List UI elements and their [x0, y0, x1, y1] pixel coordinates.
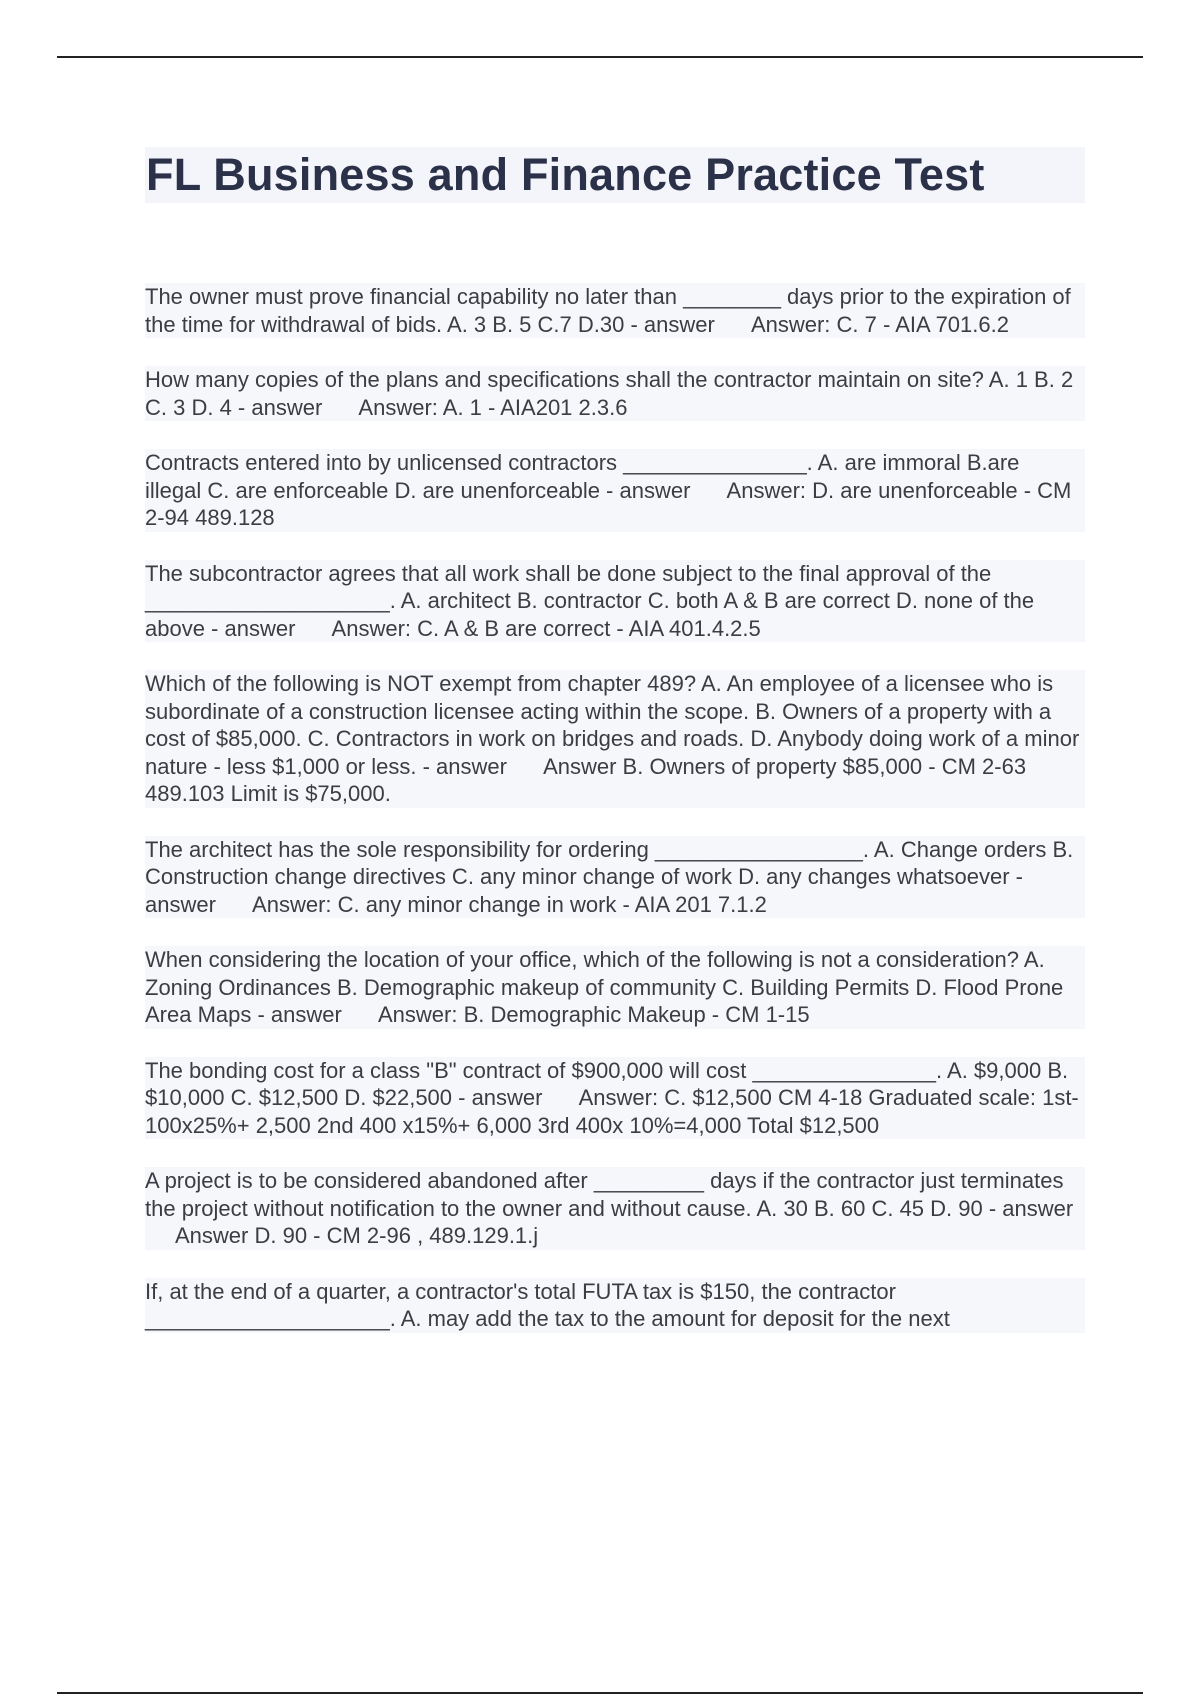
question-item — [145, 1167, 1085, 1250]
document-body — [145, 147, 1085, 1333]
question-item — [145, 1057, 1085, 1140]
answer-text: Answer: C. $12,500 CM 4-18 Graduated scale: 1st- 100x25%+ 2,500 2nd 400 x15%+ 6,000 3rd 400x 10%=4,000 Total $12,500 — [145, 1085, 1079, 1138]
answer-text: Answer: C. any minor change in work - AIA 201 7.1.2 — [252, 891, 767, 917]
answer-text: Answer: B. Demographic Makeup - CM 1-15 — [377, 1002, 810, 1027]
footer-rule — [57, 1692, 1143, 1694]
question-item — [145, 366, 1085, 421]
answer-text: Answer: C. 7 - AIA 701.6.2 — [750, 311, 1009, 337]
answer-text: Answer: D. are unenforceable - CM 2-94 489.128 — [145, 477, 1072, 530]
document-title: FL Business and Finance Practice Test — [145, 147, 1085, 203]
question-text: The bonding cost for a class "B" contract of $900,000 will cost _______________. A. $9,000 B. $10,000 C. $12,500 D. $22,500 - answer — [145, 1057, 1069, 1110]
question-text: Which of the following is NOT exempt from chapter 489? A. An employee of a licensee who is subordinate of a construction licensee acting within the scope. B. Owners of a property with a cost of $85,000. C. Contractors in work on bridges and roads. D. Anybody doing work of a minor nature - less $1,000 or less. - answer — [145, 671, 1080, 779]
question-text: The owner must prove financial capability no later than ________ days prior to the expiration of the time for withdrawal of bids. A. 3 B. 5 C.7 D.30 - answer — [145, 284, 1071, 337]
question-item — [145, 946, 1085, 1029]
question-item — [145, 449, 1085, 532]
question-item — [145, 283, 1085, 338]
question-item — [145, 560, 1085, 643]
question-text: The subcontractor agrees that all work shall be done subject to the final approval of the ____________________. A. architect B. contractor C. both A & B are correct D. none of the above - answer — [145, 560, 1035, 641]
answer-text: Answer: C. A & B are correct - AIA 401.4.2.5 — [331, 615, 761, 641]
question-text: A project is to be considered abandoned after _________ days if the contractor just terminates the project without notification to the owner and without cause. A. 30 B. 60 C. 45 D. 90 - answer — [145, 1168, 1074, 1221]
question-text: When considering the location of your office, which of the following is not a consideration? A. Zoning Ordinances B. Demographic makeup of community C. Building Permits D. Flood Prone Area Maps - answer — [145, 947, 1064, 1027]
question-list — [145, 283, 1085, 1333]
question-text: If, at the end of a quarter, a contractor's total FUTA tax is $150, the contractor ____________________. A. may add the tax to the amount for deposit for the next — [145, 1278, 950, 1331]
answer-text: Answer: A. 1 - AIA201 2.3.6 — [358, 394, 628, 420]
question-text: Contracts entered into by unlicensed contractors _______________. A. are immoral B.are illegal C. are enforceable D. are unenforceable - answer — [145, 450, 1020, 503]
question-item — [145, 670, 1085, 808]
question-item — [145, 1278, 1085, 1333]
header-rule — [57, 56, 1143, 58]
question-text: How many copies of the plans and specifications shall the contractor maintain on site? A. 1 B. 2 C. 3 D. 4 - answer — [145, 367, 1074, 420]
answer-text: Answer D. 90 - CM 2-96 , 489.129.1.j — [175, 1223, 539, 1248]
question-item — [145, 836, 1085, 919]
question-text: The architect has the sole responsibility for ordering _________________. A. Change orders B. Construction change directives C. any minor change of work D. any changes whatsoever - answer — [145, 836, 1074, 917]
answer-text: Answer B. Owners of property $85,000 - CM 2-63 489.103 Limit is $75,000. — [145, 753, 1027, 806]
